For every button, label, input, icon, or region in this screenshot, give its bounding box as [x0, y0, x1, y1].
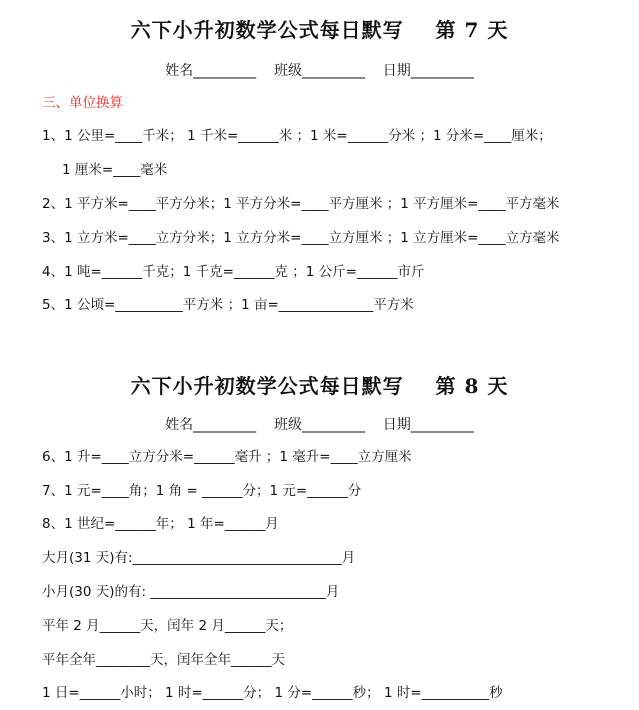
day8-title: 六下小升初数学公式每日默写 第 8 天 — [130, 374, 509, 398]
question-5: 5、1 公顷=__________平方米 ；1 亩=______________平方米 — [42, 297, 414, 313]
day7-title: 六下小升初数学公式每日默写 第 7 天 — [130, 18, 509, 42]
small-months: 小月(30 天)的有: __________________________月 — [42, 584, 340, 600]
question-1-cont: 1 厘米=____毫米 — [62, 162, 168, 178]
big-months: 大月(31 天)有:_______________________________月 — [42, 550, 356, 566]
question-8: 8、1 世纪=______年； 1 年=______月 — [42, 516, 279, 532]
question-4: 4、1 吨=______千克；1 千克=______克 ；1 公斤=______市斤 — [42, 264, 425, 280]
question-6: 6、1 升=____立方分米=______毫升 ；1 毫升=____立方厘米 — [42, 449, 412, 465]
day7-student-info: 姓名_________ 班级_________ 日期_________ — [165, 63, 474, 79]
day8-student-info: 姓名_________ 班级_________ 日期_________ — [165, 417, 474, 433]
question-3: 3、1 立方米=____立方分米；1 立方分米=____立方厘米 ；1 立方厘米=____立方毫米 — [42, 230, 560, 246]
february-days: 平年 2 月______天，闰年 2 月______天； — [42, 618, 293, 634]
time-units: 1 日=______小时； 1 时=______分； 1 分=______秒； 1 时=__________秒 — [42, 685, 503, 701]
question-7: 7、1 元=____角；1 角 = ______分；1 元=______分 — [42, 483, 362, 499]
year-days: 平年全年________天，闰年全年______天 — [42, 652, 285, 668]
question-1: 1、1 公里=____千米； 1 千米=______米 ；1 米=______分米 ；1 分米=____厘米； — [42, 128, 552, 144]
section-heading: 三、单位换算 — [42, 95, 123, 111]
question-2: 2、1 平方米=____平方分米；1 平方分米=____平方厘米 ；1 平方厘米=____平方毫米 — [42, 196, 560, 212]
